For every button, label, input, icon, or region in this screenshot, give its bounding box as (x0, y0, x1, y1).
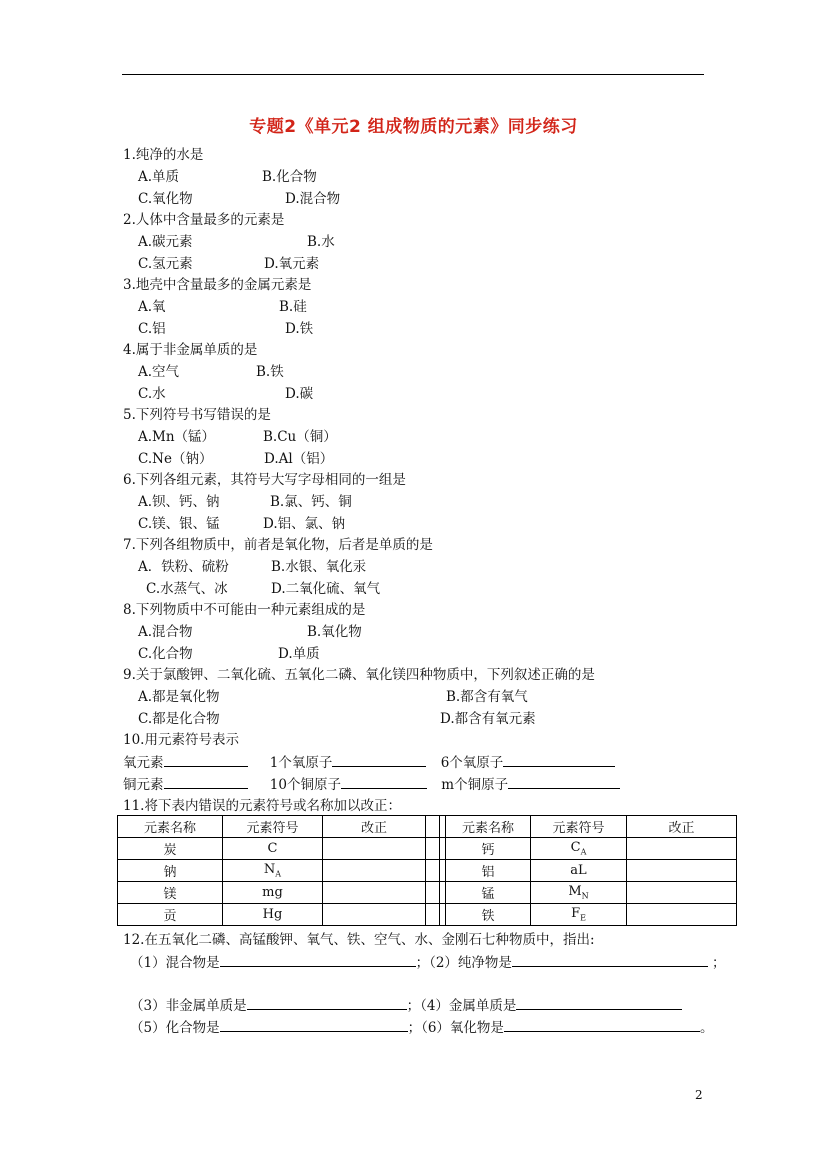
q12-mixture-blank[interactable] (220, 953, 416, 967)
q10-one-oxygen-atom-blank[interactable] (332, 753, 426, 767)
q9-option-d: D.都含有氧元素 (440, 711, 536, 727)
q8-option-a: A.混合物 (138, 624, 193, 640)
q3-stem: 3.地壳中含量最多的金属元素是 (123, 277, 312, 293)
q10-m-copper-atom-blank[interactable] (508, 775, 620, 789)
q7-option-a: A．铁粉、硫粉 (138, 559, 229, 575)
q4-stem: 4.属于非金属单质的是 (123, 342, 258, 358)
q6-option-b: B.氯、钙、铜 (270, 494, 352, 510)
header-rule (122, 74, 704, 75)
element-name-cell: 钠 (118, 860, 223, 882)
q2-stem: 2.人体中含量最多的元素是 (123, 212, 285, 228)
q10-six-oxygen-atom-label: 6个氧原子 (440, 755, 504, 771)
element-symbol-cell: C (223, 838, 323, 860)
correction-cell[interactable] (323, 838, 426, 860)
q10-stem: 10.用元素符号表示 (123, 732, 239, 748)
q10-copper-element-blank[interactable] (164, 775, 248, 789)
element-name-cell: 锰 (446, 882, 531, 904)
q5-stem: 5.下列符号书写错误的是 (123, 407, 271, 423)
correction-cell[interactable] (627, 838, 737, 860)
table-row (118, 860, 737, 882)
element-symbol-cell: mg (223, 882, 323, 904)
q10-row1 (123, 753, 615, 772)
q12-line1 (130, 953, 725, 972)
q12-stem: 12.在五氧化二磷、高锰酸钾、氧气、铁、空气、水、金刚石七种物质中，指出: (123, 932, 595, 948)
q5-option-c: C.Ne（钠） (138, 451, 213, 467)
q12-oxide-label: ；（6）氧化物是 (407, 1020, 504, 1036)
q10-oxygen-element-label: 氧元素 (123, 755, 164, 771)
element-symbol-cell: $C_A$ (531, 838, 627, 860)
q9-option-c: C.都是化合物 (138, 711, 220, 727)
q12-pure-label: ；（2）纯净物是 (415, 955, 512, 971)
q1-option-d: D.混合物 (285, 191, 341, 207)
q1-stem: 1.纯净的水是 (123, 147, 204, 163)
q7-option-b: B.水银、氧化汞 (271, 559, 367, 575)
q5-option-d: D.Al（铝） (264, 451, 334, 467)
table-row (118, 882, 737, 904)
element-name-cell: 镁 (118, 882, 223, 904)
q10-ten-copper-atom-blank[interactable] (341, 775, 427, 789)
q6-option-a: A.钡、钙、钠 (138, 494, 220, 510)
q10-copper-element-label: 铜元素 (123, 777, 164, 793)
element-name-cell: 铁 (446, 904, 531, 926)
q5-option-a: A.Mn（锰） (138, 429, 216, 445)
element-correction-table (117, 815, 737, 926)
correction-cell[interactable] (323, 904, 426, 926)
q10-oxygen-element-blank[interactable] (164, 753, 248, 767)
element-name-cell: 贡 (118, 904, 223, 926)
q9-option-a: A.都是氧化物 (138, 689, 220, 705)
q2-option-d: D.氧元素 (264, 256, 320, 272)
q12-compound-label: （5）化合物是 (130, 1020, 220, 1036)
q8-stem: 8.下列物质中不可能由一种元素组成的是 (123, 602, 366, 618)
header-element-symbol: 元素符号 (531, 816, 627, 838)
q12-mixture-label: （1）混合物是 (130, 955, 220, 971)
q7-option-d: D.二氧化硫、氧气 (271, 581, 381, 597)
correction-cell[interactable] (627, 882, 737, 904)
q3-option-b: B.硅 (279, 299, 307, 315)
q6-stem: 6.下列各组元素，其符号大写字母相同的一组是 (123, 472, 406, 488)
q12-line3-end: 。 (699, 1020, 714, 1036)
q12-pure-blank[interactable] (512, 953, 708, 967)
element-name-cell: 钙 (446, 838, 531, 860)
q1-option-c: C.氧化物 (138, 191, 193, 207)
correction-cell[interactable] (627, 860, 737, 882)
q7-option-c: C.水蒸气、冰 (146, 581, 228, 597)
element-symbol-cell: $F_E$ (531, 904, 627, 926)
q10-ten-copper-atom-label: 10个铜原子 (269, 777, 341, 793)
q3-option-a: A.氧 (138, 299, 166, 315)
q10-m-copper-atom-label: m个铜原子 (441, 777, 509, 793)
q10-one-oxygen-atom-label: 1个氧原子 (269, 755, 333, 771)
q2-option-a: A.碳元素 (138, 234, 193, 250)
q12-oxide-blank[interactable] (504, 1018, 700, 1032)
table-header-row (118, 816, 737, 838)
q4-option-a: A.空气 (138, 364, 180, 380)
q12-nonmetal-label: （3）非金属单质是 (130, 998, 247, 1014)
q4-option-b: B.铁 (256, 364, 284, 380)
q6-option-c: C.镁、银、锰 (138, 516, 220, 532)
q4-option-d: D.碳 (285, 386, 314, 402)
correction-cell[interactable] (323, 882, 426, 904)
table-gap-cell (426, 904, 440, 926)
q7-stem: 7.下列各组物质中，前者是氧化物，后者是单质的是 (123, 537, 433, 553)
q5-option-b: B.Cu（铜） (263, 429, 337, 445)
element-symbol-cell: Hg (223, 904, 323, 926)
table-gap-cell (426, 816, 440, 838)
page-number: 2 (695, 1088, 703, 1102)
q3-option-c: C.铝 (138, 321, 166, 337)
table-gap-cell (426, 882, 440, 904)
page-title: 专题2《单元2 组成物质的元素》同步练习 (249, 117, 578, 137)
element-symbol-cell: aL (531, 860, 627, 882)
q12-metal-label: ；（4）金属单质是 (406, 998, 517, 1014)
element-symbol-cell: $M_N$ (531, 882, 627, 904)
q12-nonmetal-blank[interactable] (247, 996, 407, 1010)
q8-option-b: B.氧化物 (307, 624, 362, 640)
q4-option-c: C.水 (138, 386, 166, 402)
header-element-symbol: 元素符号 (223, 816, 323, 838)
q2-option-c: C.氢元素 (138, 256, 193, 272)
q12-metal-blank[interactable] (516, 996, 682, 1010)
q11-stem: 11.将下表内错误的元素符号或名称加以改正： (123, 798, 401, 814)
header-correction: 改正 (627, 816, 737, 838)
correction-cell[interactable] (627, 904, 737, 926)
table-row (118, 838, 737, 860)
q12-line1-end: ； (711, 955, 726, 971)
q9-option-b: B.都含有氧气 (446, 689, 528, 705)
table-gap-cell (426, 838, 440, 860)
correction-cell[interactable] (323, 860, 426, 882)
header-correction: 改正 (323, 816, 426, 838)
q8-option-d: D.单质 (278, 646, 320, 662)
q1-option-a: A.单质 (138, 169, 180, 185)
q12-line3 (130, 1018, 713, 1037)
table-gap-cell (426, 860, 440, 882)
q1-option-b: B.化合物 (262, 169, 317, 185)
header-element-name: 元素名称 (118, 816, 223, 838)
element-name-cell: 铝 (446, 860, 531, 882)
q12-compound-blank[interactable] (220, 1018, 408, 1032)
element-name-cell: 炭 (118, 838, 223, 860)
q6-option-d: D.铝、氯、钠 (263, 516, 346, 532)
q10-six-oxygen-atom-blank[interactable] (503, 753, 615, 767)
q3-option-d: D.铁 (285, 321, 314, 337)
q10-row2 (123, 775, 620, 794)
q12-line2 (130, 996, 682, 1015)
table-row (118, 904, 737, 926)
element-symbol-cell: $N_A$ (223, 860, 323, 882)
q8-option-c: C.化合物 (138, 646, 193, 662)
q9-stem: 9.关于氯酸钾、二氧化硫、五氧化二磷、氧化镁四种物质中，下列叙述正确的是 (123, 667, 595, 683)
header-element-name: 元素名称 (446, 816, 531, 838)
q2-option-b: B.水 (307, 234, 335, 250)
